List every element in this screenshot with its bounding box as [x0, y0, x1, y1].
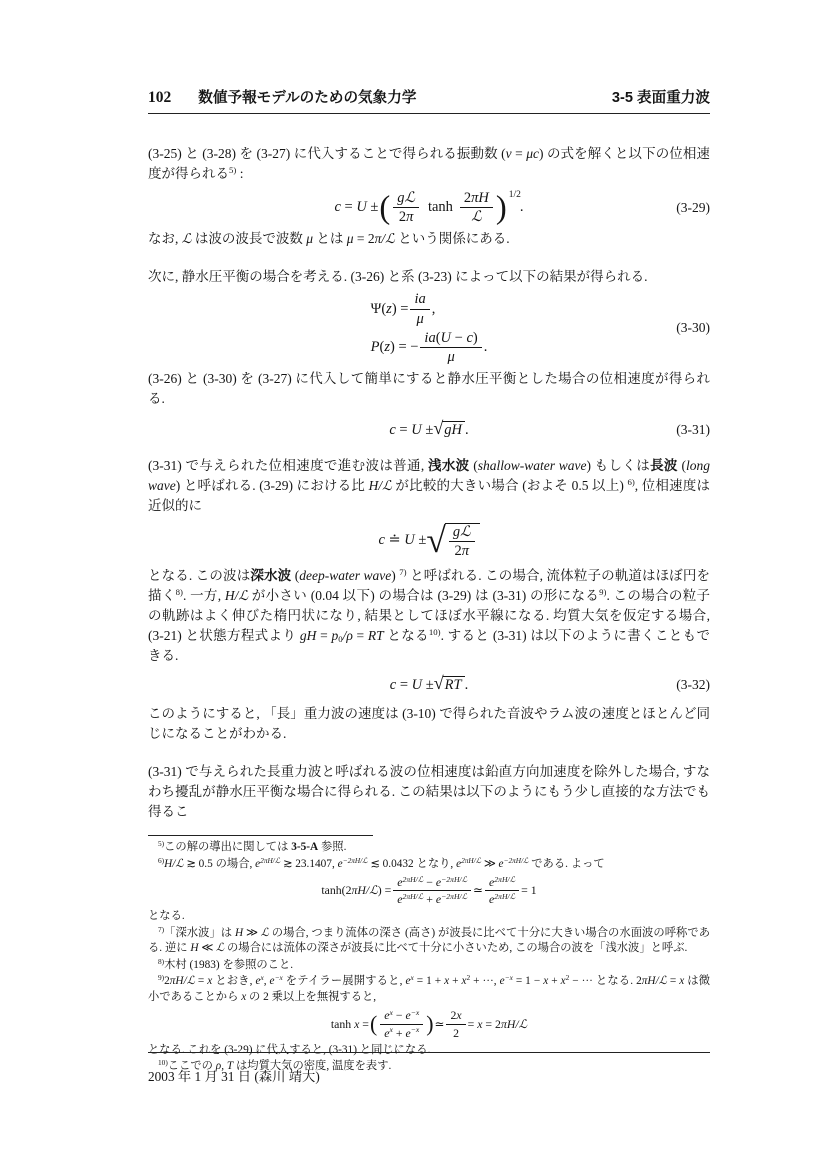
- fraction-numerator: 2x: [446, 1008, 465, 1024]
- equation-3-31: [148, 418, 710, 439]
- math-lhs: c = U ±: [389, 421, 434, 438]
- paragraph-shallow-water: (3-31) で与えられた位相速度で進む波は普通, 浅水波 (shallow-water wave) もしくは長波 (long wave) と呼ばれる. (3-29) における比 H/ℒ が比較的大きい場合 (およそ 0.5 以上) $^{6)}$, 位相速度は近似的に: [148, 457, 711, 513]
- fraction-numerator: ia: [410, 291, 429, 309]
- math-end: .: [483, 339, 488, 356]
- equation-number: (3-31): [676, 422, 710, 438]
- footnote-9-continuation: となる. これを (3-29) に代入すると, (3-31) と同じになる.: [148, 1043, 431, 1056]
- math-fraction: [393, 875, 471, 906]
- paragraph-substitute-330: (3-26) と (3-30) を (3-27) に代入して簡単にすると静水圧平衡とした場合の位相速度が得られる.: [148, 371, 710, 407]
- equation-body: [389, 673, 469, 694]
- math-end: = x = 2πH/ℒ: [467, 1016, 528, 1031]
- footnote-6-equation: [148, 875, 710, 906]
- math-end: .: [464, 676, 469, 693]
- equation-number: (3-32): [676, 677, 710, 693]
- math-lhs: c = U ±: [389, 676, 434, 693]
- footnote-rule: [148, 835, 373, 836]
- equation-line-p: [371, 330, 488, 365]
- fraction-numerator: 2πH: [460, 190, 493, 208]
- equation-deep-water-approx: [148, 520, 710, 560]
- fraction-numerator: $e^{2\pi H/ℒ}$: [485, 875, 519, 891]
- fraction-numerator: ia(U − c): [420, 330, 481, 348]
- fraction-denominator: μ: [416, 310, 424, 327]
- math-relation: ≃: [434, 1016, 445, 1031]
- footnote-9: $^{9)}$2πH/ℒ = x とおき, $e^x$, $e^{-x}$ をテイラー展開すると, $e^x = 1 + x + x^2$ + ···, $e^{-x} = 1 - x + x^2$ − ··· となる. 2πH/ℒ = x は微小であることから x の 2 乗以上を無視すると,: [148, 973, 710, 1003]
- square-root: [433, 418, 465, 439]
- equation-body: [321, 875, 536, 906]
- fraction-numerator: $e^x - e^{-x}$: [380, 1008, 423, 1024]
- fraction-denominator: $e^x + e^{-x}$: [384, 1025, 420, 1040]
- math-fraction: [485, 875, 519, 906]
- footnote-6: $^{6)}$H/ℒ ≳ 0.5 の場合, $e^{2\pi H/ℒ}$ ≳ 23.1407, $e^{-2\pi H/ℒ}$ ≲ 0.0432 となり, $e^{2\pi H/ℒ}$ ≫ $e^{-2\pi H/ℒ}$ である. よって: [158, 855, 605, 870]
- math-end: .: [465, 421, 469, 438]
- fraction-denominator: μ: [447, 349, 455, 366]
- math-fraction: [446, 1008, 465, 1039]
- equation-line-psi: [371, 291, 436, 326]
- math-lhs: c ≐ U ±: [378, 532, 427, 549]
- page-header: [148, 0, 710, 114]
- math-fraction: [449, 524, 475, 559]
- footnote-9-equation: [148, 1008, 710, 1039]
- paragraph-long-gravity-wave: (3-31) で与えられた長重力波と呼ばれる波の位相速度は鉛直方向加速度を除外した場合, すなわち擾乱が静水圧平衡な場合に得られる. この結果は以下のようにもう少し直接的な方法でも得るこ: [148, 764, 710, 820]
- equation-3-32: [148, 673, 710, 694]
- radical-sign: √: [433, 673, 444, 693]
- paragraph-deep-water: となる. この波は深水波 (deep-water wave) $^{7)}$ と呼ばれる. この場合, 流体粒子の軌道はほぼ円を描く$^{8)}$. 一方, H/ℒ が小さい (0.04 以下) の場合は (3-29) は (3-31) の形になる$^{9)}$. この場合の粒子の軌跡はよく伸びた楕円状になり, 結果としてほぼ水平線になる. 均質大気を仮定する場合, (3-21) と状態方程式より gH = $p_0/\rho$ = RT となる$^{10)}$. すると (3-31) は以下のように書くこともできる.: [148, 567, 711, 663]
- page-footer: [148, 1052, 710, 1085]
- math-lhs: tanh(2πH/ℒ) =: [321, 883, 392, 898]
- math-lhs: c = U ±: [334, 199, 379, 216]
- footnote-7: $^{7)}$「深水波」は H ≫ ℒ の場合, つまり流体の深さ (高さ) が波長に比べて十分に大きい場合の水面波の呼称である. 逆に H ≪ ℒ の場合には流体の深さが波長に比べて十分に小さいため, この場合の波を「浅水波」と呼ぶ.: [148, 924, 711, 955]
- equation-3-30: [148, 291, 710, 365]
- footnote-5: $^{5)}$この解の導出に関しては 3-5-A 参照.: [158, 839, 347, 854]
- math-fraction: [393, 190, 419, 225]
- math-fraction: [380, 1008, 423, 1039]
- equation-body: [378, 520, 479, 560]
- page-number: 102: [148, 89, 172, 106]
- equation-body: [389, 418, 469, 439]
- equation-number: (3-29): [676, 199, 710, 215]
- math-relation: ≃: [473, 883, 484, 898]
- book-title: 数値予報モデルのための気象力学: [198, 90, 417, 106]
- paragraph-hydrostatic-intro: 次に, 静水圧平衡の場合を考える. (3-26) と系 (3-23) によって以下の結果が得られる.: [148, 269, 648, 285]
- math-end: = 1: [521, 883, 537, 898]
- math-fraction: [420, 330, 481, 365]
- math-operator-tanh: tanh: [427, 199, 453, 216]
- fraction-denominator: $e^{2\pi H/ℒ} + e^{-2\pi H/ℒ}$: [397, 892, 468, 907]
- equation-body: [371, 291, 488, 365]
- math-fraction: [410, 291, 429, 326]
- math-fraction: [460, 190, 493, 225]
- equation-number: (3-30): [676, 320, 710, 336]
- equation-body: c = U ± ( $\frac{\text{gℒ}}{2\pi}$ tanh $\frac{2\pi H}{\text{ℒ}}$ ) 1/2 .: [334, 189, 524, 226]
- fraction-numerator: gℒ: [449, 524, 475, 542]
- square-root: [426, 520, 479, 560]
- math-end: .: [519, 199, 524, 216]
- fraction-numerator: $e^{2\pi H/ℒ} - e^{-2\pi H/ℒ}$: [393, 875, 471, 891]
- radicand: gH: [442, 421, 465, 439]
- square-root: [433, 673, 465, 694]
- radical-sign: √: [433, 418, 444, 439]
- footnote-10: $^{10)}$ここでの ρ, T は均質大気の密度, 温度を表す.: [158, 1058, 392, 1073]
- fraction-numerator: gℒ: [393, 190, 419, 208]
- radicand: [445, 523, 480, 559]
- paragraph-intro: (3-25) と (3-28) を (3-27) に代入することで得られる振動数 (ν = μc) の式を解くと以下の位相速度が得られる$^{5)}$ :: [148, 146, 710, 181]
- equation-body: tanh x = ( $\frac{e^x - e^{-x}}{e^x + e^{-x}}$ ) ≃ $\frac{2x}{2}$ = x = 2πH/ℒ: [330, 1008, 528, 1040]
- math-end: ,: [431, 300, 436, 317]
- radicand: RT: [443, 676, 465, 694]
- paragraph-lamb-comparison: このようにすると, 「長」重力波の速度は (3-10) で得られた音波やラム波の速度とほとんど同じになることがわかる.: [148, 706, 710, 742]
- footnote-8: $^{8)}$木村 (1983) を参照のこと.: [158, 956, 294, 971]
- fraction-denominator: ℒ: [471, 209, 482, 226]
- footnote-6-continuation: となる.: [148, 910, 185, 923]
- section-title: 3-5 表面重力波: [611, 90, 710, 106]
- paragraph-wavelength-note: なお, ℒ は波の波長で波数 μ とは μ = 2π/ℒ という関係にある.: [148, 231, 510, 247]
- radical-sign: √: [426, 520, 446, 560]
- fraction-denominator: $e^{2\pi H/ℒ}$: [489, 892, 516, 907]
- math-lhs: Ψ(z) =: [370, 300, 409, 317]
- math-lhs: P(z) = −: [370, 339, 419, 356]
- equation-3-29: [148, 190, 710, 225]
- footer-date: 2003 年 1 月 31 日 (森川 靖大): [148, 1069, 320, 1084]
- math-exponent: 1/2: [508, 189, 521, 200]
- fraction-denominator: 2π: [454, 542, 469, 559]
- fraction-denominator: 2π: [398, 209, 414, 226]
- math-lhs: tanh x =: [330, 1016, 369, 1031]
- fraction-denominator: 2: [453, 1025, 459, 1040]
